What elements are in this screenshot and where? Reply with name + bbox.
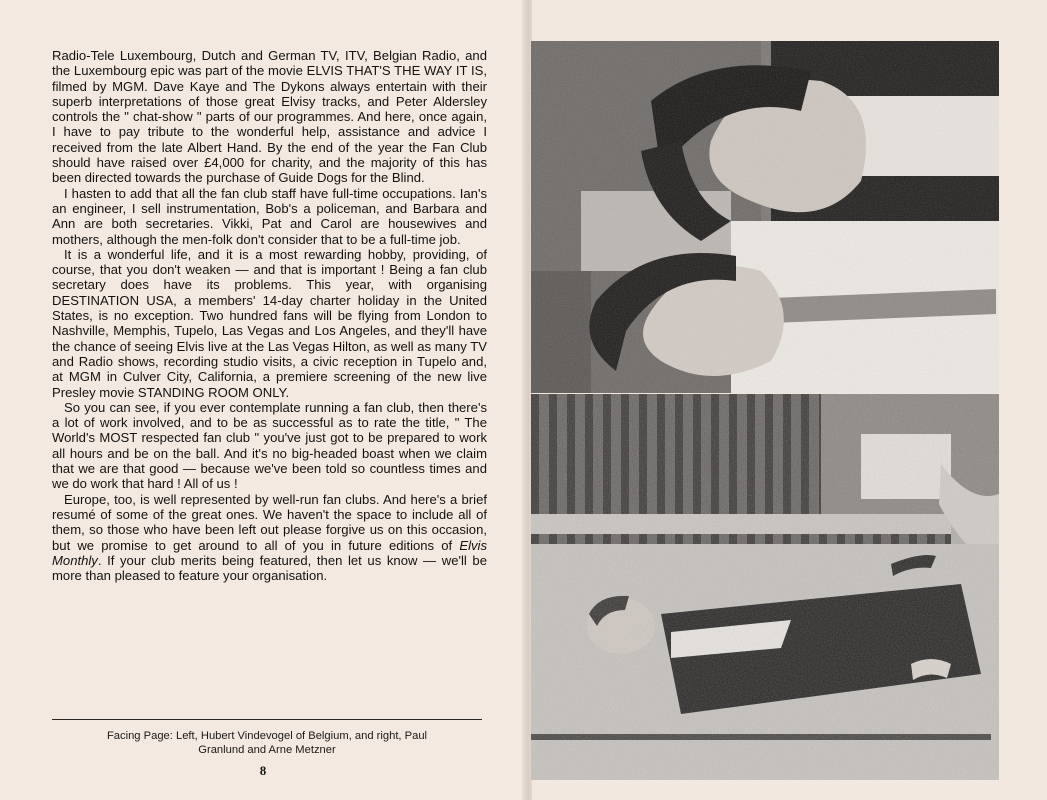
photo-caption — [52, 729, 482, 757]
paragraph-5-text: Europe, too, is well represented by well-run fan clubs. And here's a brief resumé of some of the great ones. We haven't the space to include all of them, so those who have been left out please forgive us on this occasion, but we promise to get around to all of you in future editions of — [52, 491, 487, 553]
photo-two-men-illustration — [531, 41, 999, 393]
paragraph-3: It is a wonderful life, and it is a most rewarding hobby, providing, of course, that you don't weaken — and that is important ! Being a fan club secretary does have its problems. This year, with organising DESTINATION USA, a members' 14-day charter holiday in the United States, is no exception. Two hundred fans will be flying from London to Nashville, Memphis, Tupelo, Las Vegas and Los Angeles, and they'll have the chance of seeing Elvis live at the Las Vegas Hilton, as well as many TV and Radio shows, recording studio visits, a civic reception in Tupelo and, at MGM in Culver City, California, a premiere screening of the new live Presley movie STANDING ROOM ONLY. — [52, 246, 487, 400]
paragraph-1: Radio-Tele Luxembourg, Dutch and German TV, ITV, Belgian Radio, and the Luxembourg epic was part of the movie ELVIS THAT'S THE WAY IT IS, filmed by MGM. Dave Kaye and The Dykons always entertain with their superb interpretations of those great Elvisy tracks, and Peter Aldersley controls the " chat-show " parts of our programmes. And here, once again, I have to pay tribute to the wonderful help, assistance and advice I received from the late Albert Hand. By the end of the year the Fan Club should have raised over £4,000 for charity, and the majority of this has been directed towards the purchase of Guide Dogs for the Blind. — [52, 48, 487, 186]
paragraph-2: I hasten to add that all the fan club staff have full-time occupations. Ian's an engineer, I sell instrumentation, Bob's a policeman, and Barbara and Ann are both secretaries. Vikki, Pat and Carol are housewives and mothers, although the men-folk don't consider that to be a full-time job. — [52, 185, 487, 247]
photo-two-men — [531, 41, 999, 393]
caption-divider — [52, 719, 482, 720]
paragraph-5 — [52, 492, 487, 584]
page-number: 8 — [259, 763, 267, 778]
photo-man-in-suit-illustration — [531, 394, 999, 780]
paragraph-5-end: . If your club merits being featured, then let us know — we'll be more than pleased to feature your organisation. — [52, 552, 487, 584]
article-body — [52, 48, 487, 583]
caption-line-1: Facing Page: Left, Hubert Vindevogel of Belgium, and right, Paul — [106, 730, 428, 742]
paragraph-4: So you can see, if you ever contemplate running a fan club, then there's a lot of work involved, and to be as successful as to rate the title, " The World's MOST respected fan club " you've just got to be prepared to work all hours and be on the ball. And it's no big-headed boast when we claim that we are that good — because we've been told so countless times and we do work that hard ! All of us ! — [52, 399, 487, 492]
photo-man-in-suit — [531, 394, 999, 780]
magazine-title: Elvis Monthly — [52, 537, 487, 568]
caption-line-2: Granlund and Arne Metzner — [198, 744, 336, 756]
